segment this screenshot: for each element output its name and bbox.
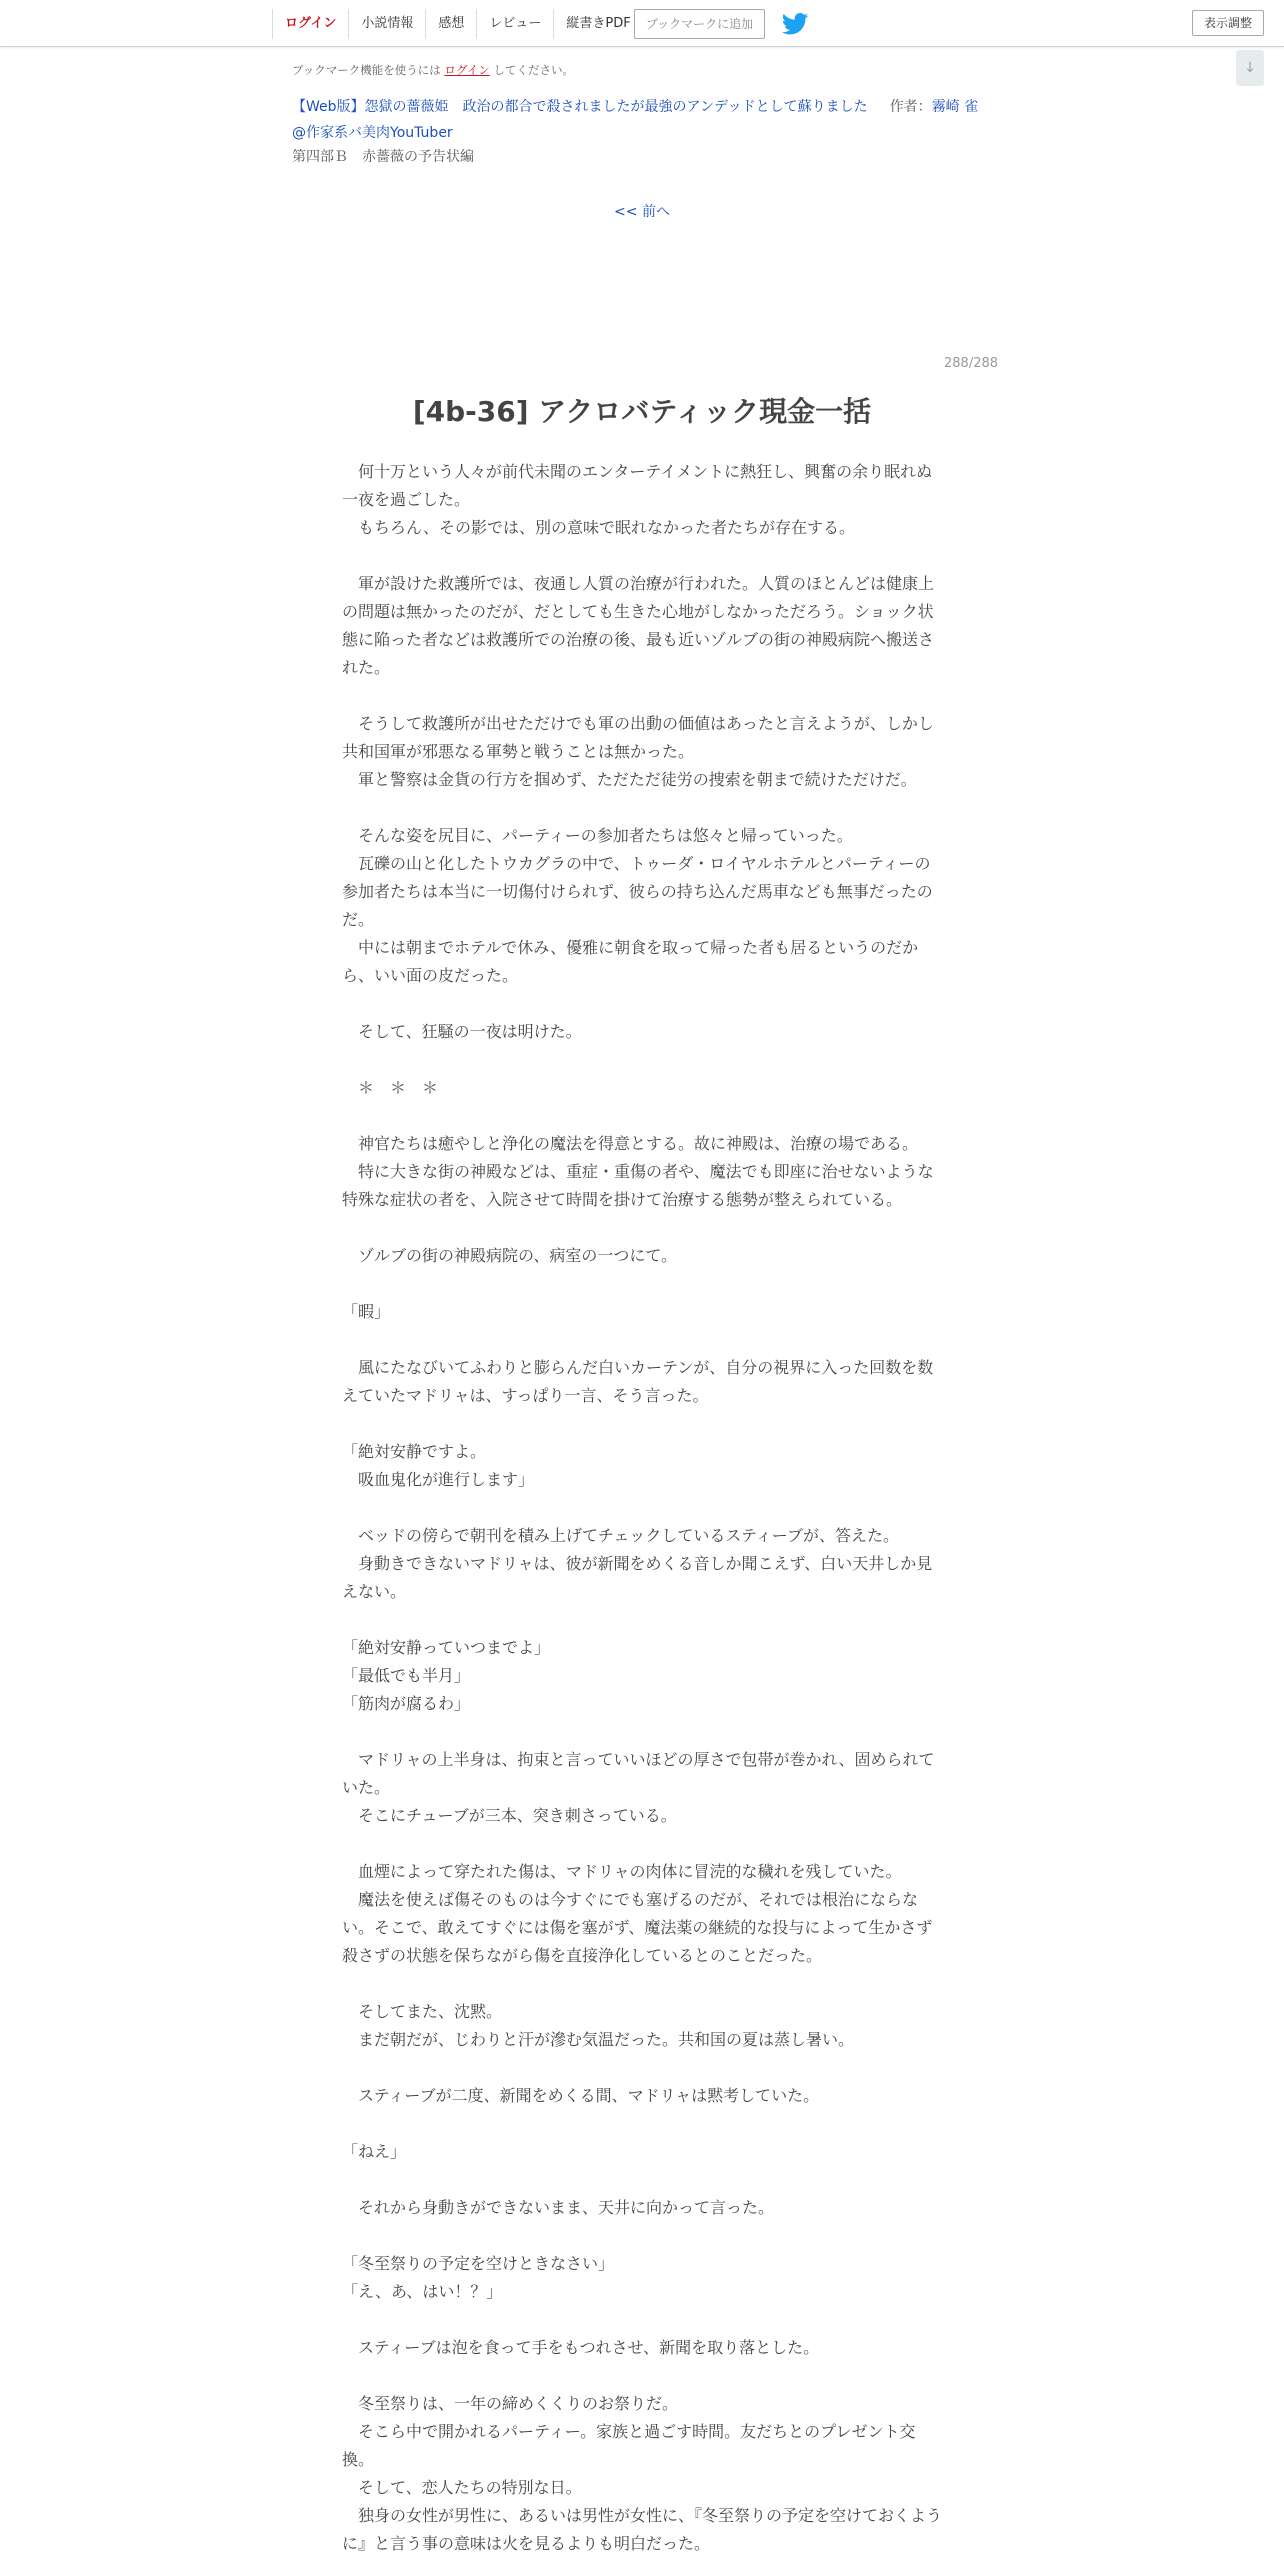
- body-line: それから身動きができないまま、天井に向かって言った。: [342, 2198, 775, 2217]
- body-line: [342, 990, 942, 1018]
- body-line: [342, 2222, 942, 2250]
- review-link[interactable]: レビュー: [476, 9, 553, 39]
- body-line: [342, 2110, 942, 2138]
- body-line: ＊ ＊ ＊: [342, 1078, 439, 1097]
- body-line: [342, 1214, 942, 1242]
- bookmark-notice-login-link[interactable]: ログイン: [444, 63, 490, 77]
- body-line: そうして救護所が出せただけでも軍の出動の価値はあったと言えようが、しかし共和国軍が邪悪なる軍勢と戦うことは無かった。: [342, 714, 934, 761]
- body-line: [342, 1830, 942, 1858]
- body-line: 瓦礫の山と化したトウカグラの中で、トゥーダ・ロイヤルホテルとパーティーの参加者たちは本当に一切傷付けられず、彼らの持ち込んだ馬車なども無事だったのだ。: [342, 854, 933, 929]
- body-line: 身動きできないマドリャは、彼が新聞をめくる音しか聞こえず、白い天井しか見えない。: [342, 1554, 933, 1601]
- body-line: 魔法を使えば傷そのものは今すぐにでも塞げるのだが、それでは根治にならない。そこで、敢えてすぐには傷を塞がず、魔法薬の継続的な投与によって生かさず殺さずの状態を保ちながら傷を直接浄化しているとのことだった。: [342, 1890, 933, 1965]
- login-link[interactable]: ログイン: [272, 9, 348, 39]
- body-line: そして、狂騒の一夜は明けた。: [342, 1022, 582, 1041]
- body-line: 軍が設けた救護所では、夜通し人質の治療が行われた。人質のほとんどは健康上の問題は無かったのだが、だとしても生きた心地がしなかっただろう。ショック状態に陥った者などは救護所での治療の後、最も近いゾルブの街の神殿病院へ搬送された。: [342, 574, 935, 677]
- body-line: そしてまた、沈黙。: [342, 2002, 503, 2021]
- body-line: 中には朝までホテルで休み、優雅に朝食を取って帰った者も居るというのだから、いい面の皮だった。: [342, 938, 919, 985]
- body-line: まだ朝だが、じわりと汗が滲む気温だった。共和国の夏は蒸し暑い。: [342, 2030, 855, 2049]
- body-line: [342, 1326, 942, 1354]
- body-line: 「筋肉が腐るわ」: [342, 1694, 471, 1713]
- body-line: 特に大きな街の神殿などは、重症・重傷の者や、魔法でも即座に治せないような特殊な症状の者を、入院させて時間を掛けて治療する態勢が整えられている。: [342, 1162, 934, 1209]
- body-line: [342, 2166, 942, 2194]
- body-line: 何十万という人々が前代未聞のエンターテイメントに熱狂し、興奮の余り眠れぬ一夜を過ごした。: [342, 462, 933, 509]
- prev-episode-link[interactable]: << 前へ: [614, 204, 670, 220]
- body-line: 吸血鬼化が進行します」: [342, 1470, 535, 1489]
- vertical-pdf-link[interactable]: 縦書きPDF: [553, 9, 642, 39]
- body-line: [342, 2362, 942, 2390]
- body-line: そこにチューブが三本、突き刺さっている。: [342, 1806, 677, 1825]
- body-line: 「最低でも半月」: [342, 1666, 471, 1685]
- scroll-down-button[interactable]: ↓: [1236, 50, 1264, 86]
- novel-info-link[interactable]: 小説情報: [348, 9, 425, 39]
- twitter-bird-icon[interactable]: [781, 13, 809, 35]
- novel-body-text: [342, 458, 942, 2558]
- author-name-continued[interactable]: @作家系バ美肉YouTuber: [292, 125, 453, 141]
- body-line: 神官たちは癒やしと浄化の魔法を得意とする。故に神殿は、治療の場である。: [342, 1134, 919, 1153]
- body-line: そして、恋人たちの特別な日。: [342, 2478, 582, 2497]
- body-line: 独身の女性が男性に、あるいは男性が女性に、『冬至祭りの予定を空けておくように』と言う事の意味は火を見るよりも明白だった。: [342, 2506, 943, 2553]
- body-line: 「ねえ」: [342, 2142, 407, 2161]
- body-line: 冬至祭りは、一年の締めくくりのお祭りだ。: [342, 2394, 679, 2413]
- body-line: スティーブは泡を食って手をもつれさせ、新聞を取り落とした。: [342, 2338, 820, 2357]
- body-line: 「暇」: [342, 1302, 391, 1321]
- top-nav: [272, 9, 643, 39]
- body-line: [342, 1410, 942, 1438]
- body-line: [342, 1270, 942, 1298]
- bookmark-notice-post: してください。: [489, 63, 574, 77]
- chapter-title: 第四部Ｂ 赤薔薇の予告状編: [292, 149, 474, 165]
- body-line: [342, 2306, 942, 2334]
- body-line: 「絶対安静っていつまでよ」: [342, 1638, 551, 1657]
- novel-title-link[interactable]: 【Web版】怨獄の薔薇姫 政治の都合で殺されましたが最強のアンデッドとして蘇りました: [292, 99, 868, 115]
- body-line: [342, 2054, 942, 2082]
- body-line: そこら中で開かれるパーティー。家族と過ごす時間。友だちとのプレゼント交換。: [342, 2422, 916, 2469]
- body-line: [342, 794, 942, 822]
- body-line: 風にたなびいてふわりと膨らんだ白いカーテンが、自分の視界に入った回数を数えていたマドリャは、すっぱり一言、そう言った。: [342, 1358, 934, 1405]
- body-line: [342, 1970, 942, 1998]
- body-line: スティーブが二度、新聞をめくる間、マドリャは黙考していた。: [342, 2086, 820, 2105]
- episode-counter: 288/288: [944, 356, 999, 371]
- body-line: 「冬至祭りの予定を空けときなさい」: [342, 2254, 615, 2273]
- body-line: [342, 1494, 942, 1522]
- bookmark-login-notice: [292, 62, 574, 78]
- body-line: [342, 1102, 942, 1130]
- author-name-link[interactable]: 霧崎 雀: [931, 99, 979, 115]
- body-line: 軍と警察は金貨の行方を掴めず、ただただ徒労の捜索を朝まで続けただけだ。: [342, 770, 917, 789]
- body-line: 「絶対安静ですよ。: [342, 1442, 487, 1461]
- body-line: [342, 1606, 942, 1634]
- body-line: そんな姿を尻目に、パーティーの参加者たちは悠々と帰っていった。: [342, 826, 853, 845]
- top-bar: [0, 0, 1284, 47]
- episode-title: [4b-36] アクロバティック現金一括: [412, 395, 872, 428]
- body-line: 「え、あ、はい！？」: [342, 2282, 503, 2301]
- author-label: 作者：: [889, 99, 932, 115]
- body-line: 血煙によって穿たれた傷は、マドリャの肉体に冒涜的な穢れを残していた。: [342, 1862, 902, 1881]
- impressions-link[interactable]: 感想: [425, 9, 476, 39]
- body-line: もちろん、その影では、別の意味で眠れなかった者たちが存在する。: [342, 518, 855, 537]
- body-line: [342, 1046, 942, 1074]
- body-line: [342, 682, 942, 710]
- body-line: [342, 1718, 942, 1746]
- body-line: マドリャの上半身は、拘束と言っていいほどの厚さで包帯が巻かれ、固められていた。: [342, 1750, 935, 1797]
- novel-title-line: [292, 96, 978, 116]
- add-bookmark-button[interactable]: ブックマークに追加: [634, 9, 765, 39]
- body-line: [342, 542, 942, 570]
- body-line: ゾルブの街の神殿病院の、病室の一つにて。: [342, 1246, 678, 1265]
- bookmark-notice-pre: ブックマーク機能を使うには: [292, 63, 445, 77]
- body-line: ベッドの傍らで朝刊を積み上げてチェックしているスティーブが、答えた。: [342, 1526, 899, 1545]
- display-settings-button[interactable]: 表示調整: [1192, 10, 1264, 36]
